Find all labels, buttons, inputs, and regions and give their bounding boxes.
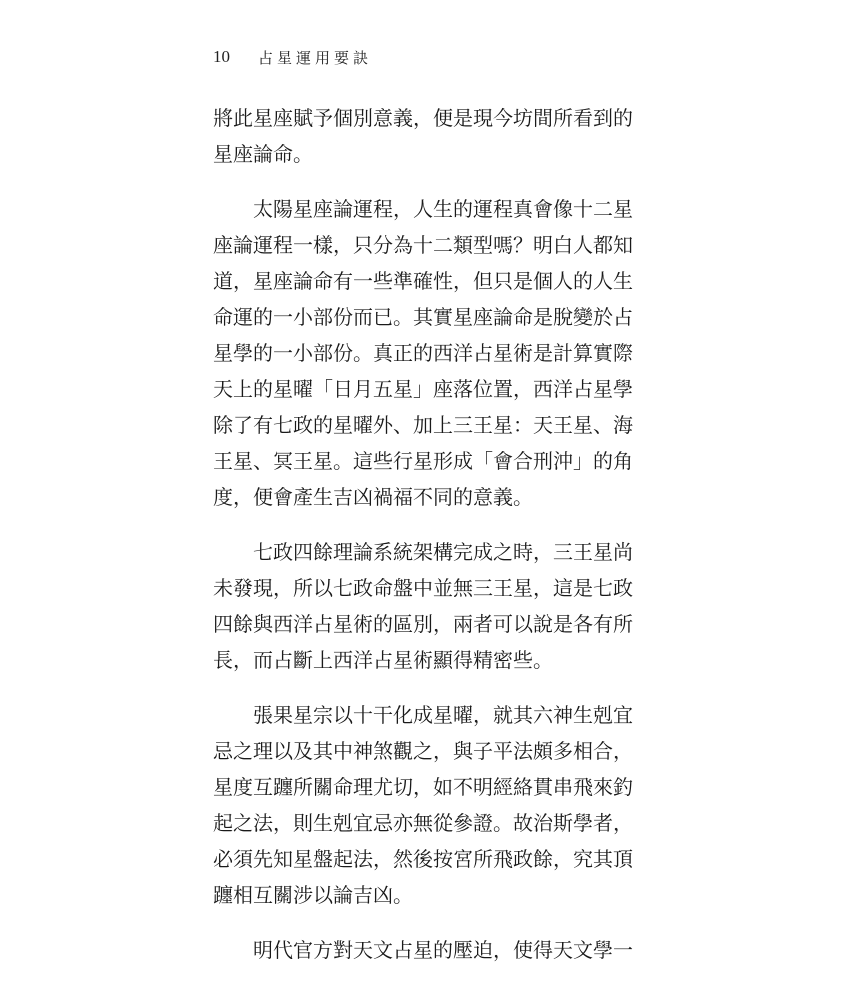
text-line: 道，星座論命有一些準確性，但只是個人的人生 (213, 269, 633, 293)
text-line: 度，便會產生吉凶禍福不同的意義。 (213, 485, 533, 509)
text-line: 忌之理以及其中神煞觀之，與子平法頗多相合， (213, 739, 633, 763)
text-line: 必須先知星盤起法，然後按宮所飛政餘，究其頂 (213, 847, 633, 871)
text-line: 明代官方對天文占星的壓迫，使得天文學一 (253, 938, 633, 962)
text-line: 起之法，則生剋宜忌亦無從參證。故治斯學者， (213, 811, 633, 835)
book-title: 占星運用要訣 (258, 48, 373, 67)
paragraph-3 (213, 534, 633, 678)
page-number: 10 (213, 47, 230, 66)
running-header (213, 43, 372, 71)
paragraph-4 (213, 697, 633, 913)
text-line: 星度互躔所關命理尤切，如不明經絡貫串飛來釣 (213, 775, 633, 799)
text-line: 七政四餘理論系統架構完成之時，三王星尚 (253, 540, 633, 564)
text-line: 未發現，所以七政命盤中並無三王星，這是七政 (213, 576, 633, 600)
text-line: 星座論命。 (213, 142, 313, 166)
body-text (213, 100, 633, 987)
text-line: 命運的一小部份而已。其實星座論命是脫變於占 (213, 305, 633, 329)
text-line: 天上的星曜「日月五星」座落位置，西洋占星學 (213, 377, 633, 401)
text-line: 長，而占斷上西洋占星術顯得精密些。 (213, 648, 553, 672)
text-line: 將此星座賦予個別意義，便是現今坊間所看到的 (213, 106, 633, 130)
text-line: 座論運程一樣，只分為十二類型嗎？明白人都知 (213, 233, 633, 257)
text-line: 四餘與西洋占星術的區別，兩者可以說是各有所 (213, 612, 633, 636)
text-line: 王星、冥王星。這些行星形成「會合刑沖」的角 (213, 449, 633, 473)
text-line: 除了有七政的星曜外、加上三王星：天王星、海 (213, 413, 633, 437)
text-line: 太陽星座論運程，人生的運程真會像十二星 (253, 197, 633, 221)
paragraph-5 (213, 932, 633, 968)
text-line: 星學的一小部份。真正的西洋占星術是計算實際 (213, 341, 633, 365)
text-line: 躔相互關涉以論吉凶。 (213, 883, 413, 907)
text-line: 張果星宗以十干化成星曜，就其六神生剋宜 (253, 703, 633, 727)
paragraph-2 (213, 191, 633, 515)
paragraph-1 (213, 100, 633, 172)
